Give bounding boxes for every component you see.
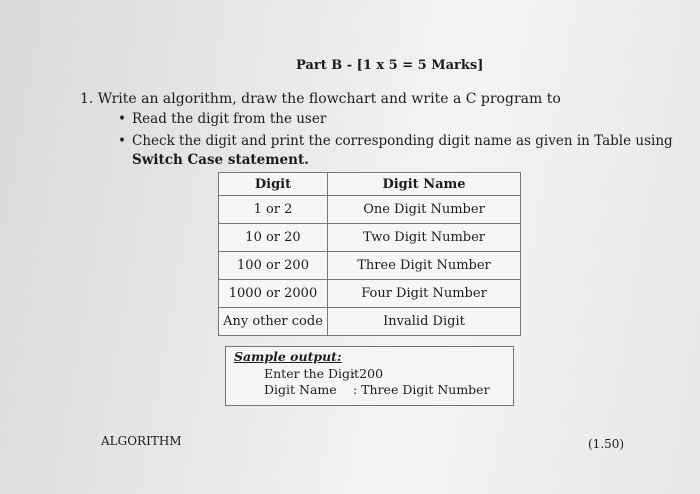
sample-line1-label: Enter the Digit xyxy=(264,366,360,381)
table-cell: Three Digit Number xyxy=(328,252,521,280)
digit-table xyxy=(218,172,521,336)
table-row xyxy=(219,252,521,280)
table-cell: Invalid Digit xyxy=(328,308,521,336)
bullet-continuation: Switch Case statement. xyxy=(132,152,309,168)
table-cell: 1 or 2 xyxy=(219,196,328,224)
sample-line2-value: : Three Digit Number xyxy=(353,382,490,397)
bullet-icon: • xyxy=(118,111,126,127)
part-heading: Part B - [1 x 5 = 5 Marks] xyxy=(296,58,484,73)
marks-label: (1.50) xyxy=(588,437,625,451)
table-cell: Any other code xyxy=(219,308,328,336)
question-text: 1. Write an algorithm, draw the flowchart and write a C program to xyxy=(80,91,561,107)
bullet-text: Check the digit and print the corresponding digit name as given in Table using xyxy=(132,133,673,149)
table-row xyxy=(219,308,521,336)
table-cell: Four Digit Number xyxy=(328,280,521,308)
sample-output-title: Sample output: xyxy=(234,349,342,364)
table-row xyxy=(219,280,521,308)
sample-line2-label: Digit Name xyxy=(264,382,337,397)
table-cell: Two Digit Number xyxy=(328,224,521,252)
algorithm-label: ALGORITHM xyxy=(101,434,182,448)
table-header-digit: Digit xyxy=(219,173,328,196)
bullet-text: Read the digit from the user xyxy=(132,111,327,127)
table-cell: 100 or 200 xyxy=(219,252,328,280)
bullet-read-digit xyxy=(118,111,326,127)
table-cell: 1000 or 2000 xyxy=(219,280,328,308)
bullet-icon: • xyxy=(118,133,126,149)
sample-output-box xyxy=(225,346,514,406)
sample-line1-value: : 200 xyxy=(351,366,384,381)
table-cell: 10 or 20 xyxy=(219,224,328,252)
table-row xyxy=(219,224,521,252)
table-cell: One Digit Number xyxy=(328,196,521,224)
table-header-digit-name: Digit Name xyxy=(328,173,521,196)
table-header-row xyxy=(219,173,521,196)
bullet-check-digit xyxy=(118,133,673,149)
table-row xyxy=(219,196,521,224)
